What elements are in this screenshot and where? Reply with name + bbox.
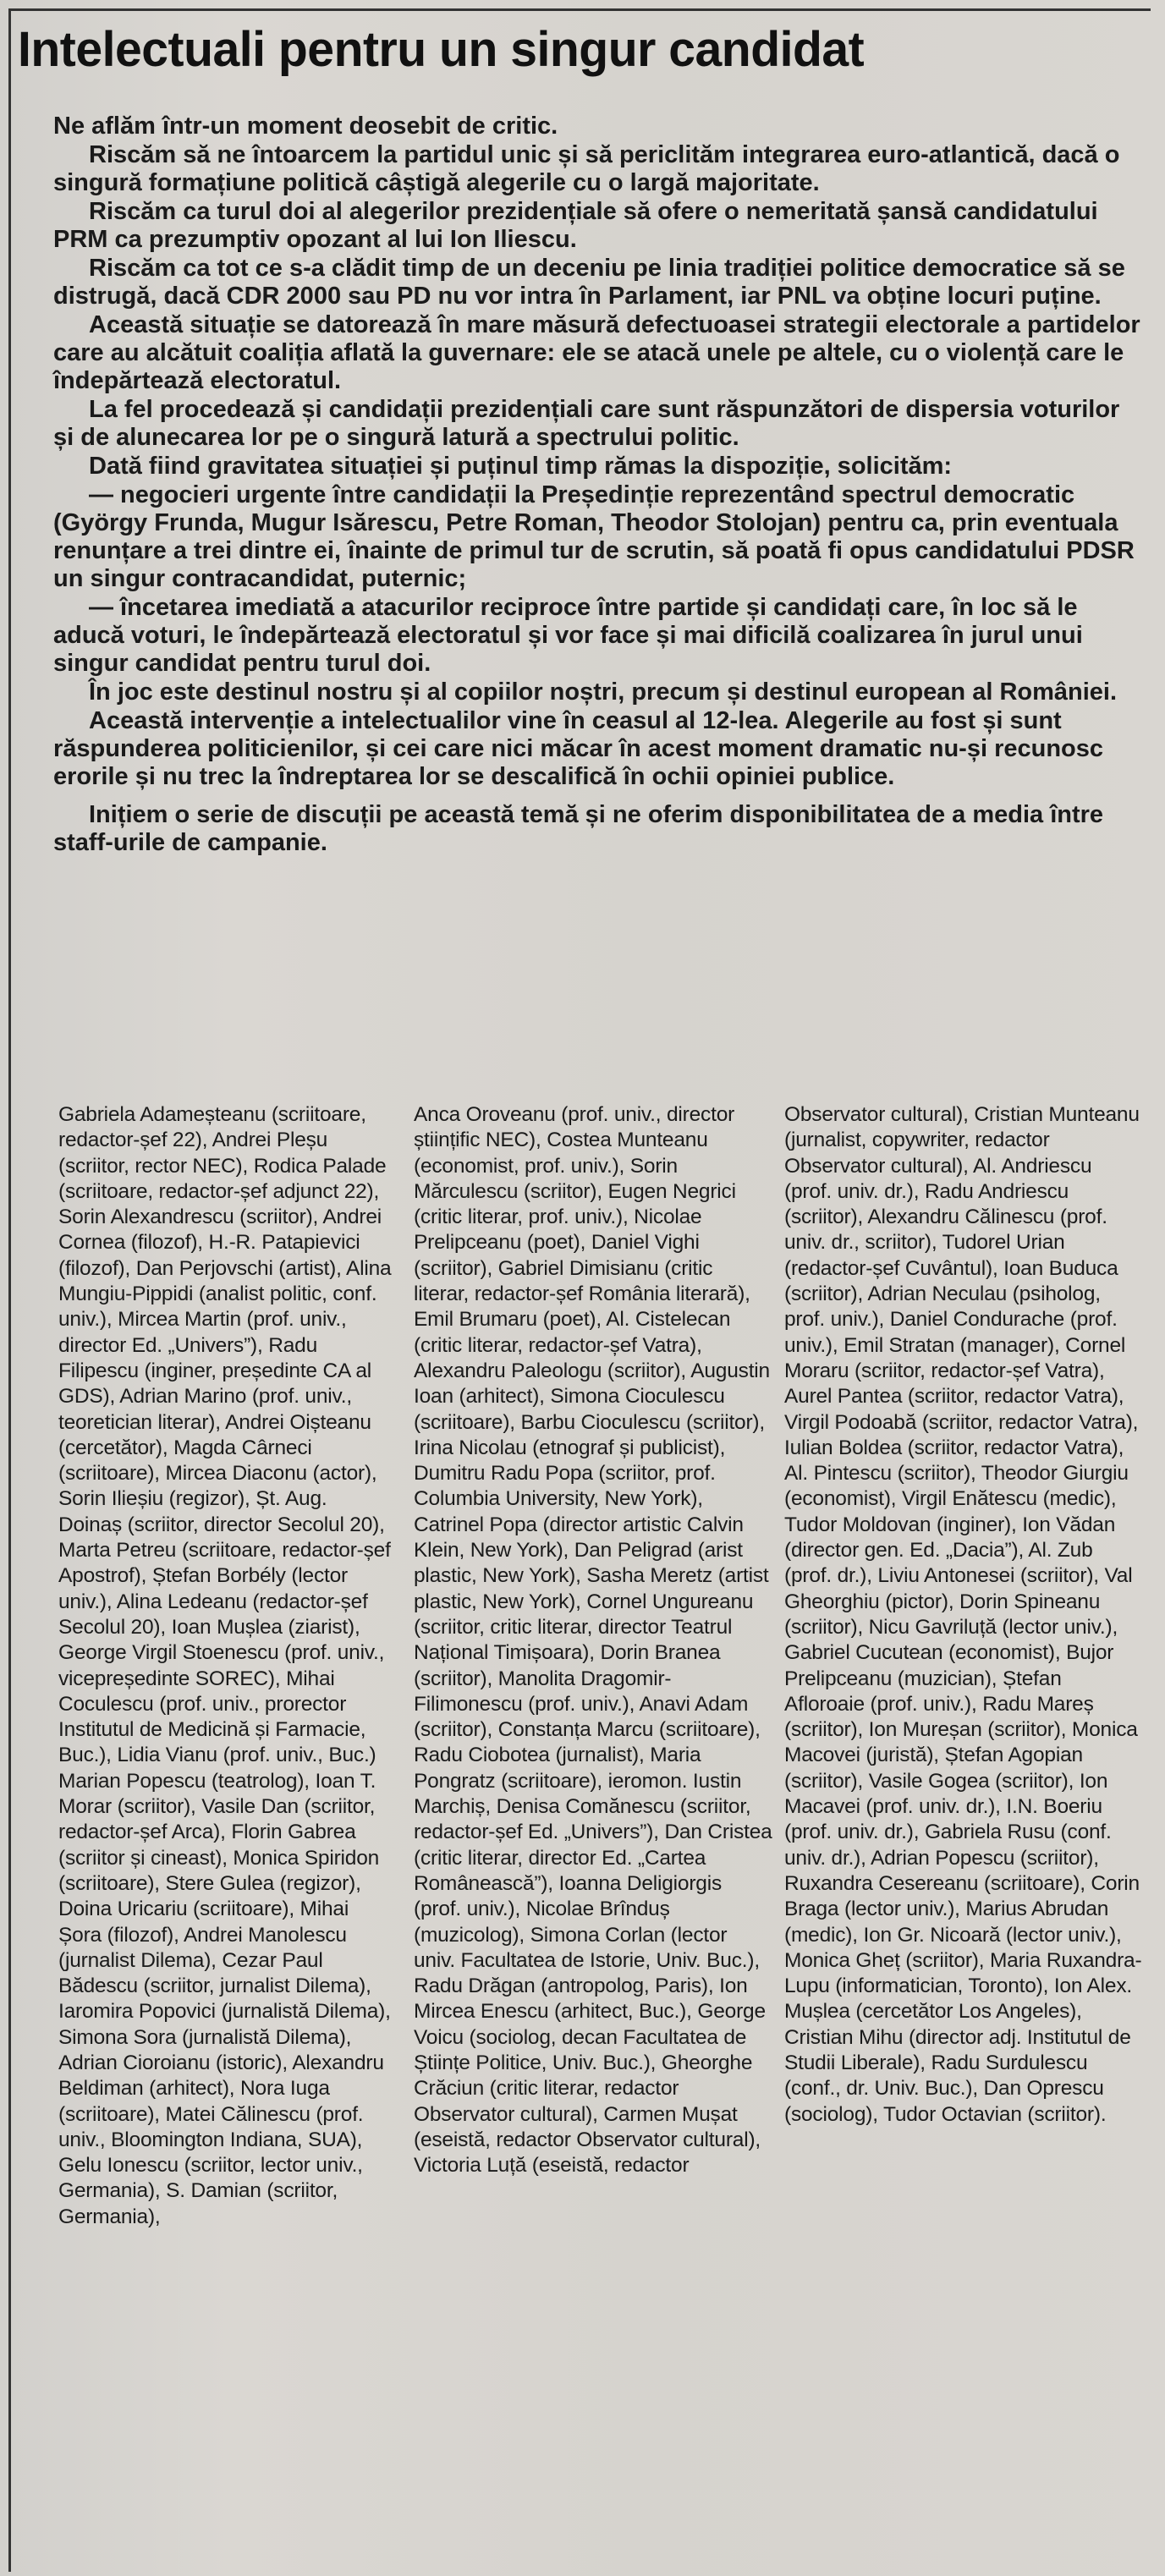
intro-paragraph: Dată fiind gravitatea situației și puținul timp rămas la dispoziție, solicităm: bbox=[89, 453, 953, 480]
newspaper-article bbox=[8, 8, 1151, 2572]
appeal-text bbox=[53, 113, 1145, 858]
signatories-column-2: Anca Oroveanu (prof. univ., director științific NEC), Costea Munteanu (economist, prof. univ.), Sorin Mărculescu (scriitor), Eugen Negrici (critic literar, prof. univ.), Nicolae Prelipceanu (poet), Daniel Vighi (scriitor), Gabriel Dimisianu (critic literar, redactor-șef România literară), Emil Brumaru (poet), Al. Cistelecan (critic literar, redactor-șef Vatra), Alexandru Paleologu (scriitor), Augustin Ioan (arhitect), Simona Cioculescu (scriitoare), Barbu Cioculescu (scriitor), Irina Nicolau (etnograf și publicist), Dumitru Radu Popa (scriitor, prof. Columbia University, New York), Catrinel Popa (director artistic Calvin Klein, New York), Dan Peligrad (arist plastic, New York), Sasha Meretz (artist plastic, New York), Cornel Ungureanu (scriitor, critic literar, director Teatrul Național Timișoara), Dorin Branea (scriitor), Manolita Dragomir-Filimonescu (prof. univ.), Anavi Adam (scriitor), Constanța Marcu (scriitoare), Radu Ciobotea (jurnalist), Maria Pongratz (scriitoare), ieromon. Iustin Marchiș, Denisa Comănescu (scriitor, redactor-șef Ed. „Univers”), Dan Cristea (critic literar, director Ed. „Cartea Românească”), Ioanna Deligiorgis (prof. univ.), Nicolae Brînduș (muzicolog), Simona Corlan (lector univ. Facultatea de Istorie, Univ. Buc.), Radu Drăgan (antropolog, Paris), Ion Mircea Enescu (arhitect, Buc.), George Voicu (sociolog, decan Facultatea de Științe Politice, Univ. Buc.), Gheorghe Crăciun (critic literar, redactor Observator cultural), Carmen Mușat (eseistă, redactor Observator cultural), Victoria Luță (eseistă, redactor bbox=[414, 1103, 772, 2178]
signatories-column-1: Gabriela Adameșteanu (scriitoare, redactor-șef 22), Andrei Pleșu (scriitor, rector NEC), Rodica Palade (scriitoare, redactor-șef adjunct 22), Sorin Alexandrescu (scriitor), Andrei Cornea (filozof), H.-R. Patapievici (filozof), Dan Perjovschi (artist), Alina Mungiu-Pippidi (analist politic, conf. univ.), Mircea Martin (prof. univ., director Ed. „Univers”), Radu Filipescu (inginer, președinte CA al GDS), Adrian Marino (prof. univ., teoretician literar), Andrei Oișteanu (cercetător), Magda Cârneci (scriitoare), Mircea Diaconu (actor), Sorin Ilieșiu (regizor), Șt. Aug. Doinaș (scriitor, director Secolul 20), Marta Petreu (scriitoare, redactor-șef Apostrof), Ștefan Borbély (lector univ.), Alina Ledeanu (redactor-șef Secolul 20), Ioan Mușlea (ziarist), George Virgil Stoenescu (prof. univ., vicepreședinte SOREC), Mihai Coculescu (prof. univ., prorector Institutul de Medicină și Farmacie, Buc.), Lidia Vianu (prof. univ., Buc.) Marian Popescu (teatrolog), Ioan T. Morar (scriitor), Vasile Dan (scriitor, redactor-șef Arca), Florin Gabrea (scriitor și cineast), Monica Spiridon (scriitoare), Stere Gulea (regizor), Doina Uricariu (scriitoare), Mihai Șora (filozof), Andrei Manolescu (jurnalist Dilema), Cezar Paul Bădescu (scriitor, jurnalist Dilema), Iaromira Popovici (jurnalistă Dilema), Simona Sora (jurnalistă Dilema), Adrian Cioroianu (istoric), Alexandru Beldiman (arhitect), Nora Iuga (scriitoare), Matei Călinescu (prof. univ., Bloomington Indiana, SUA), Gelu Ionescu (scriitor, lector univ., Germania), S. Damian (scriitor, Germania), bbox=[58, 1103, 392, 2228]
intro-paragraph: Această situație se datorează în mare măsură defectuoasei strategii electorale a partidelor care au alcătuit coaliția aflată la guvernare: ele se atacă unele pe altele, cu o violență care le îndepărtează electoratul. bbox=[53, 311, 1140, 394]
signatories-column-3: Observator cultural), Cristian Munteanu (jurnalist, copywriter, redactor Observator cultural), Al. Andriescu (prof. univ. dr.), Radu Andriescu (scriitor), Alexandru Călinescu (prof. univ. dr., scriitor), Tudorel Urian (redactor-șef Cuvântul), Ioan Buduca (scriitor), Adrian Neculau (psiholog, prof. univ.), Daniel Condurache (prof. univ.), Emil Stratan (manager), Cornel Moraru (scriitor, redactor-șef Vatra), Aurel Pantea (scriitor, redactor Vatra), Virgil Podoabă (scriitor, redactor Vatra), Iulian Boldea (scriitor, redactor Vatra), Al. Pintescu (scriitor), Theodor Giurgiu (economist), Virgil Enătescu (medic), Tudor Moldovan (inginer), Ion Vădan (director gen. Ed. „Dacia”), Al. Zub (prof. dr.), Liviu Antonesei (scriitor), Val Gheorghiu (pictor), Dorin Spineanu (scriitor), Nicu Gavriluță (lector univ.), Gabriel Cucutean (economist), Bujor Prelipceanu (muzician), Ștefan Afloroaie (prof. univ.), Radu Mareș (scriitor), Ion Mureșan (scriitor), Monica Macovei (juristă), Ștefan Agopian (scriitor), Vasile Gogea (scriitor), Ion Macavei (prof. univ. dr.), I.N. Boeriu (prof. univ. dr.), Gabriela Rusu (conf. univ. dr.), Adrian Popescu (scriitor), Ruxandra Cesereanu (scriitoare), Corin Braga (lector univ.), Marius Abrudan (medic), Ion Gr. Nicoară (lector univ.), Monica Gheț (scriitor), Maria Ruxandra-Lupu (informatician, Toronto), Ion Alex. Mușlea (cercetător Los Angeles), Cristian Mihu (director adj. Institutul de Studii Liberale), Radu Surdulescu (conf., dr. Univ. Buc.), Dan Oprescu (sociolog), Tudor Octavian (scriitor). bbox=[784, 1103, 1142, 2126]
intro-paragraph: Această intervenție a intelectualilor vine în ceasul al 12-lea. Alegerile au fost și sunt răspunderea politicienilor, și cei care nici măcar în acest moment dramatic nu-și recunosc erorile și nu trec la îndreptarea lor se descalifică în ochii opiniei publice. bbox=[53, 707, 1104, 790]
intro-paragraph: În joc este destinul nostru și al copiilor noștri, precum și destinul european al României. bbox=[89, 678, 1118, 706]
intro-paragraph: Inițiem o serie de discuții pe această temă și ne oferim disponibilitatea de a media între staff-urile de campanie. bbox=[53, 801, 1104, 856]
intro-paragraph: La fel procedează și candidații prezidențiali care sunt răspunzători de dispersia voturilor și de alunecarea lor pe o singură latură a spectrului politic. bbox=[53, 396, 1120, 451]
demand-item: — încetarea imediată a atacurilor reciproce între partide și candidați care, în loc să le aducă voturi, le îndepărtează electoratul și vor face și mai dificilă coalizarea în jurul unui singur candidat pentru turul doi. bbox=[53, 594, 1083, 677]
demand-item: — negocieri urgente între candidații la Președinție reprezentând spectrul democratic (György Frunda, Mugur Isărescu, Petre Roman, Theodor Stolojan) pentru ca, prin eventuala renunțare a trei dintre ei, înainte de primul tur de scrutin, să poată fi opus candidatului PDSR un singur contracandidat, puternic; bbox=[53, 481, 1135, 592]
signatories-columns bbox=[35, 1102, 1145, 2566]
intro-paragraph: Riscăm ca tot ce s-a clădit timp de un deceniu pe linia tradiției politice democratice să se distrugă, dacă CDR 2000 sau PD nu vor intra în Parlament, iar PNL va obține locuri puține. bbox=[53, 255, 1125, 310]
intro-paragraph: Ne aflăm într-un moment deosebit de critic. bbox=[53, 113, 558, 140]
intro-paragraph: Riscăm să ne întoarcem la partidul unic și să periclităm integrarea euro-atlantică, dacă o singură formațiune politică câștigă alegerile cu o largă majoritate. bbox=[53, 141, 1120, 196]
headline: Intelectuali pentru un singur candidat bbox=[18, 22, 865, 77]
intro-paragraph: Riscăm ca turul doi al alegerilor prezidențiale să ofere o nemeritată șansă candidatului PRM ca prezumptiv opozant al lui Ion Iliescu. bbox=[53, 198, 1098, 253]
